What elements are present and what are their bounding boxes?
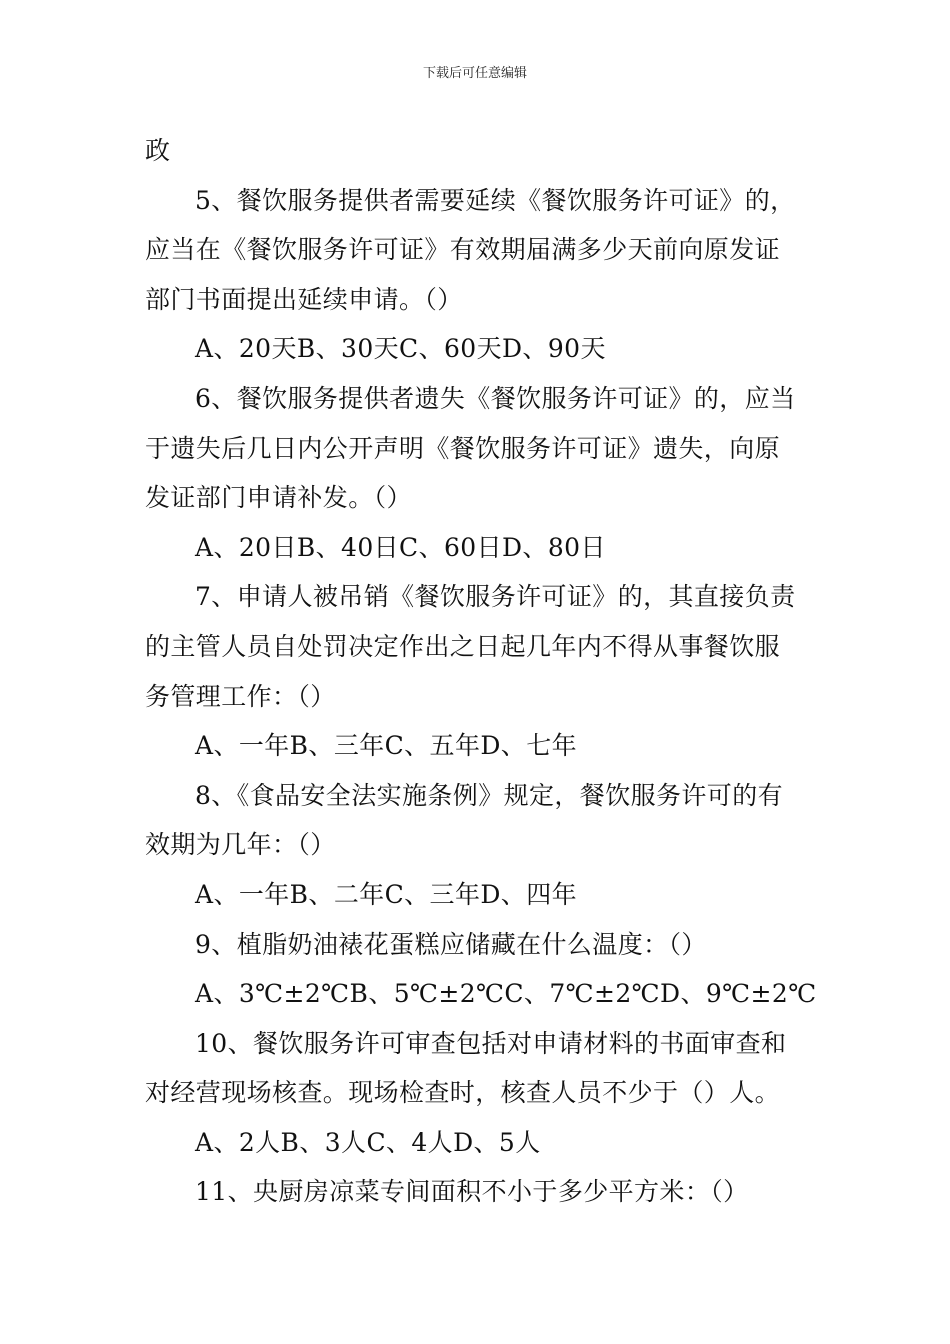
question-8-text: 8、《食品安全法实施条例》规定，餐饮服务许可的有 bbox=[195, 780, 784, 810]
question-7-options: A、一年B、三年C、五年D、七年 bbox=[195, 731, 577, 761]
page-header: 下载后可任意编辑 bbox=[422, 66, 527, 81]
question-8-options: A、一年B、二年C、三年D、四年 bbox=[195, 879, 577, 909]
text-line: 政 bbox=[145, 136, 171, 165]
question-6-options: A、20日B、40日C、60日D、80日 bbox=[195, 532, 606, 562]
question-7-text-cont: 务管理工作：（） bbox=[145, 681, 336, 711]
question-10-options: A、2人B、3人C、4人D、5人 bbox=[195, 1127, 541, 1157]
question-9-text: 9、植脂奶油裱花蛋糕应储藏在什么温度：（） bbox=[195, 929, 707, 959]
question-9-options: A、3℃±2℃B、5℃±2℃C、7℃±2℃D、9℃±2℃ bbox=[195, 979, 817, 1009]
question-10-text: 10、餐饮服务许可审查包括对申请材料的书面审查和 bbox=[195, 1028, 787, 1058]
question-8-text-cont: 效期为几年：（） bbox=[145, 830, 336, 860]
question-6-text-cont: 发证部门申请补发。（） bbox=[145, 483, 412, 513]
question-5-text-cont: 应当在《餐饮服务许可证》有效期届满多少天前向原发证 bbox=[145, 235, 781, 265]
document-body bbox=[145, 126, 817, 1217]
question-10-text-cont: 对经营现场核查。现场检查时，核查人员不少于（）人。 bbox=[145, 1078, 781, 1108]
question-7-text: 7、申请人被吊销《餐饮服务许可证》的，其直接负责 bbox=[195, 582, 796, 612]
question-5-options: A、20天B、30天C、60天D、90天 bbox=[195, 334, 606, 364]
question-5-text: 5、餐饮服务提供者需要延续《餐饮服务许可证》的， bbox=[195, 185, 796, 215]
question-7-text-cont: 的主管人员自处罚决定作出之日起几年内不得从事餐饮服 bbox=[145, 631, 781, 661]
question-5-text-cont: 部门书面提出延续申请。（） bbox=[145, 284, 463, 314]
question-6-text: 6、餐饮服务提供者遗失《餐饮服务许可证》的，应当 bbox=[195, 383, 796, 413]
question-6-text-cont: 于遗失后几日内公开声明《餐饮服务许可证》遗失，向原 bbox=[145, 433, 781, 463]
question-11-text: 11、央厨房凉菜专间面积不小于多少平方米：（） bbox=[195, 1177, 749, 1207]
